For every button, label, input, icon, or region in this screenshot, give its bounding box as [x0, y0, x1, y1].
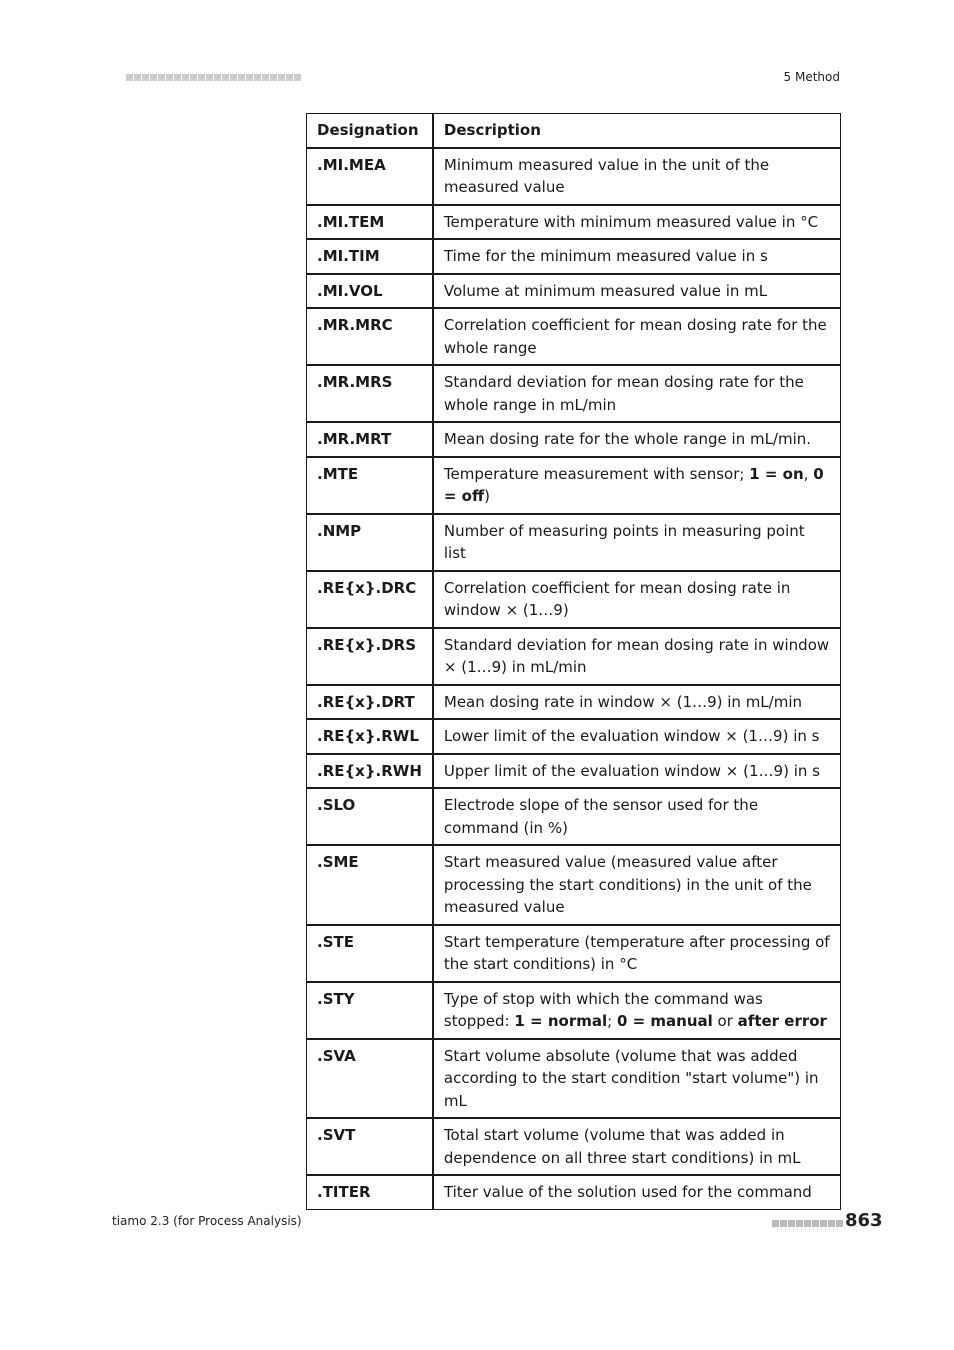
- description-cell: [433, 308, 841, 365]
- table-row: [307, 148, 841, 205]
- description-text: Time for the minimum measured value in s: [443, 247, 768, 265]
- table-row: [307, 514, 841, 571]
- description-text: Volume at minimum measured value in mL: [443, 281, 768, 300]
- description-text: ): [484, 487, 490, 505]
- table-row: [307, 1039, 841, 1119]
- description-cell: [433, 925, 841, 982]
- designation-cell: .MR.MRC: [307, 308, 433, 365]
- table-row: [307, 845, 841, 925]
- description-cell: [433, 719, 841, 754]
- description-cell: [433, 457, 841, 514]
- table-row: [307, 422, 841, 457]
- designation-cell: .MTE: [307, 457, 433, 514]
- description-text: Temperature with minimum measured value in °C: [443, 212, 819, 231]
- table-row: [307, 788, 841, 845]
- table-row: [307, 205, 841, 240]
- designation-cell: .MI.MEA: [307, 148, 433, 205]
- designation-table: [306, 113, 841, 1210]
- table-row: [307, 1175, 841, 1209]
- designation-cell: .NMP: [307, 514, 433, 571]
- designation-cell: .MR.MRS: [307, 365, 433, 422]
- description-text: Start temperature (temperature after processing of the start conditions) in °C: [443, 932, 830, 973]
- designation-cell: .SVA: [307, 1039, 433, 1119]
- designation-cell: .SVT: [307, 1118, 433, 1175]
- table-row: [307, 685, 841, 720]
- table-row: [307, 925, 841, 982]
- description-text: Total start volume (volume that was added in dependence on all three start conditions) in mL: [443, 1126, 801, 1167]
- footer-decoration: [772, 1220, 843, 1228]
- chapter-title: 5 Method: [783, 70, 840, 84]
- description-cell: [433, 365, 841, 422]
- table-body: [307, 148, 841, 1210]
- description-cell: [433, 274, 841, 309]
- emphasis-text: 0 = off: [443, 464, 824, 505]
- designation-cell: .MI.VOL: [307, 274, 433, 309]
- description-text: Electrode slope of the sensor used for the command (in %): [443, 796, 759, 837]
- designation-cell: .RE{x}.RWH: [307, 754, 433, 789]
- designation-cell: .STY: [307, 982, 433, 1039]
- description-cell: [433, 982, 841, 1039]
- description-cell: [433, 628, 841, 685]
- designation-cell: .SME: [307, 845, 433, 925]
- description-text: Mean dosing rate in window × (1…9) in mL/min: [443, 692, 803, 711]
- table-row: [307, 365, 841, 422]
- description-text: Mean dosing rate for the whole range in mL/min.: [443, 430, 812, 448]
- description-cell: [433, 422, 841, 457]
- table-row: [307, 982, 841, 1039]
- designation-cell: .RE{x}.DRT: [307, 685, 433, 720]
- table-row: [307, 754, 841, 789]
- description-cell: [433, 845, 841, 925]
- table-row: [307, 457, 841, 514]
- table-row: [307, 1118, 841, 1175]
- description-cell: [433, 1175, 841, 1209]
- description-cell: [433, 788, 841, 845]
- description-cell: [433, 239, 841, 274]
- designation-cell: .SLO: [307, 788, 433, 845]
- table-row: [307, 719, 841, 754]
- designation-cell: .RE{x}.RWL: [307, 719, 433, 754]
- description-text: or: [712, 1012, 738, 1030]
- emphasis-text: 1 = normal: [514, 1012, 608, 1030]
- designation-cell: .MI.TIM: [307, 239, 433, 274]
- header-decoration: [126, 74, 306, 82]
- designation-cell: .TITER: [307, 1175, 433, 1209]
- table-row: [307, 628, 841, 685]
- description-text: Correlation coefficient for mean dosing rate for the whole range: [443, 316, 827, 357]
- column-header-description: Description: [433, 114, 841, 148]
- description-text: Standard deviation for mean dosing rate for the whole range in mL/min: [443, 373, 804, 414]
- description-cell: [433, 571, 841, 628]
- designation-cell: .MR.MRT: [307, 422, 433, 457]
- description-text: Start volume absolute (volume that was added according to the start condition "start volume") in mL: [443, 1046, 819, 1110]
- description-text: Standard deviation for mean dosing rate in window × (1…9) in mL/min: [443, 635, 830, 676]
- description-text: Titer value of the solution used for the command: [443, 1183, 812, 1201]
- product-name: tiamo 2.3 (for Process Analysis): [112, 1214, 302, 1228]
- description-text: Lower limit of the evaluation window × (1…9) in s: [443, 727, 820, 745]
- designation-cell: .RE{x}.DRS: [307, 628, 433, 685]
- emphasis-text: 1 = on: [749, 464, 804, 483]
- description-text: Correlation coefficient for mean dosing rate in window × (1…9): [443, 578, 791, 619]
- designation-cell: .MI.TEM: [307, 205, 433, 240]
- description-text: Start measured value (measured value after processing the start conditions) in the unit of the measured value: [443, 853, 812, 916]
- description-cell: [433, 1118, 841, 1175]
- emphasis-text: 0 = manual: [616, 1012, 713, 1030]
- description-cell: [433, 205, 841, 240]
- table-row: [307, 274, 841, 309]
- table-row: [307, 308, 841, 365]
- description-text: Minimum measured value in the unit of the measured value: [443, 155, 770, 196]
- column-header-designation: Designation: [307, 114, 433, 148]
- description-cell: [433, 685, 841, 720]
- description-cell: [433, 754, 841, 789]
- description-text: Temperature measurement with sensor;: [443, 464, 750, 483]
- description-cell: [433, 1039, 841, 1119]
- description-text: Type of stop with which the command was stopped:: [443, 989, 763, 1030]
- description-text: ,: [803, 464, 814, 483]
- table-row: [307, 239, 841, 274]
- description-text: ;: [607, 1012, 617, 1030]
- description-cell: [433, 148, 841, 205]
- emphasis-text: after error: [737, 1012, 827, 1030]
- description-text: Upper limit of the evaluation window × (1…9) in s: [443, 761, 820, 780]
- page-number: 863: [845, 1210, 883, 1231]
- table-row: [307, 571, 841, 628]
- description-text: Number of measuring points in measuring point list: [443, 521, 805, 562]
- description-cell: [433, 514, 841, 571]
- designation-cell: .RE{x}.DRC: [307, 571, 433, 628]
- designation-cell: .STE: [307, 925, 433, 982]
- table-header-row: [307, 114, 841, 148]
